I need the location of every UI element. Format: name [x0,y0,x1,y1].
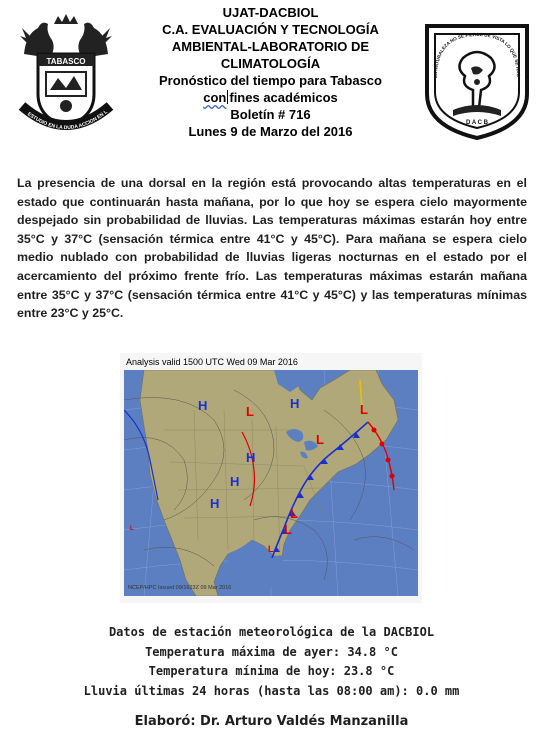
forecast-paragraph: La presencia de una dorsal en la región está provocando altas temperaturas en el estado que continuarán hasta mañana, por lo que hoy se espera cielo mayormente despejado sin probabilidad de lluvias. Las temperaturas máximas estarán hoy entre 35°C y 37°C (sensación térmica entre 41°C y 45°C). Para mañana se espera cielo medio nublado con probabilidad de lluvias ligeras nocturnas en el estado por el acercamiento del próximo frente frío. Las temperaturas máximas estarán mañana entre 35°C y 37°C (sensación térmica entre 41°C y 45°C) y las temperaturas mínimas entre 23°C y 25°C. [17,176,527,321]
station-data-block [0,623,543,701]
bulletin-title-block [118,4,423,140]
spellcheck-word: con [203,90,227,105]
low-pressure-center: L [360,402,368,417]
high-pressure-center: H [246,450,256,465]
map-issued-note: NCEP/HPC Issued 09/1623Z 09 Mar 2016 [128,585,232,591]
academic-body: C.A. EVALUACIÓN Y TECNOLOGÍA [162,22,379,37]
ujat-logo [16,14,116,140]
dacb-motto: LA NATURALEZA NO SE PIERDE DE VISTA LO QUE SE HAC [432,31,522,78]
surface-analysis-map [120,353,422,603]
ujat-seal-graphic [16,14,116,140]
laboratory-line: AMBIENTAL-LABORATORIO DE [171,39,370,54]
university-name: UJAT-DACBIOL [222,5,319,20]
ujat-motto: ESTUDIO EN LA DUDA ACCION EN L [26,109,109,132]
high-pressure-center: H [290,396,300,411]
bulletin-date: Lunes 9 de Marzo del 2016 [188,124,353,139]
laboratory-name: CLIMATOLOGÍA [220,56,321,71]
station-title: Datos de estación meteorológica de la DACBIOL [108,625,435,639]
map-caption: Analysis valid 1500 UTC Wed 09 Mar 2016 [126,357,298,367]
dacb-logo [423,20,531,142]
low-pressure-center: L [316,432,324,447]
author-credit: Elaboró: Dr. Arturo Valdés Manzanilla [134,714,409,729]
bulletin-header [0,0,543,160]
max-temperature: Temperatura máxima de ayer: 34.8 °C [145,644,398,659]
high-pressure-center: H [210,496,220,511]
forecast-subtitle [118,89,423,106]
low-pressure-center: L [290,506,298,521]
low-pressure-center: L [284,522,292,537]
low-pressure-center: L [246,404,254,419]
forecast-subtitle-rest: fines académicos [229,90,338,105]
low-pressure-center: L [130,526,134,532]
high-pressure-center: H [230,474,240,489]
dacb-seal-graphic [423,20,531,142]
rainfall-24h: Lluvia últimas 24 horas (hasta las 08:00 am): 0.0 mm [83,683,460,698]
forecast-title: Pronóstico del tiempo para Tabasco [159,73,382,88]
low-pressure-center: L [268,544,274,554]
weather-map-graphic [124,370,418,596]
dacb-banner: D A C B [466,120,488,126]
min-temperature: Temperatura mínima de hoy: 23.8 °C [148,664,395,678]
bulletin-number: Boletín # 716 [230,107,311,122]
high-pressure-center: H [198,398,208,413]
ujat-banner-text: TABASCO [46,57,86,66]
